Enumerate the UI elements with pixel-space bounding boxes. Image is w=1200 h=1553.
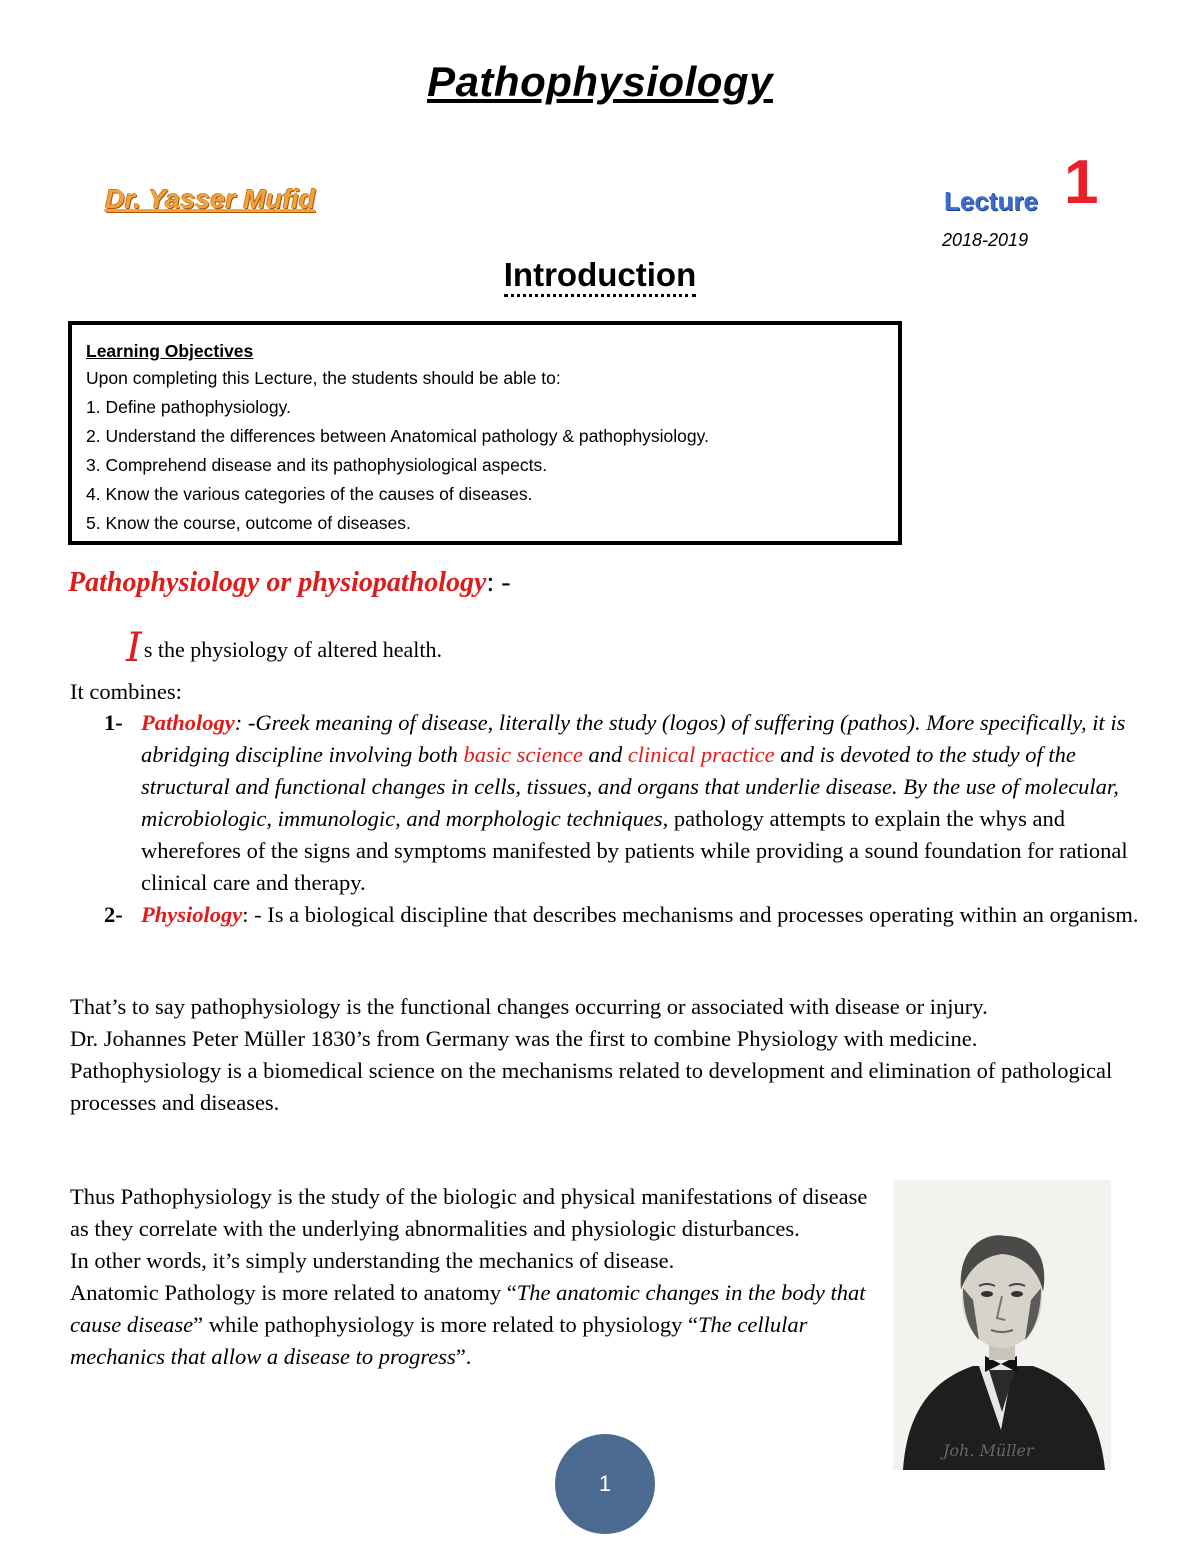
combines-intro: It combines: xyxy=(70,679,182,704)
list-text xyxy=(141,707,1144,899)
definition-heading-suffix: : - xyxy=(486,567,511,598)
paragraph-quote: The cellular mechanics that allow a disease to progress xyxy=(70,1312,808,1369)
academic-year: 2018-2019 xyxy=(942,230,1029,250)
combines-list xyxy=(104,707,1144,931)
basic-science-text: basic science xyxy=(463,742,583,767)
paragraph-text: Anatomic Pathology is more related to anatomy “ xyxy=(70,1280,517,1305)
paragraph xyxy=(70,1277,880,1373)
section-title xyxy=(0,256,1200,294)
term-pathology: Pathology xyxy=(141,710,235,735)
definition-line xyxy=(126,625,442,671)
list-number: 2- xyxy=(104,902,123,927)
list-item-physiology xyxy=(104,899,1144,931)
page-number-badge: 1 xyxy=(555,1434,655,1534)
author-name: Dr. Yasser Mufid xyxy=(105,184,316,214)
objective-item: 5. Know the course, outcome of diseases. xyxy=(86,513,411,533)
objectives-heading: Learning Objectives xyxy=(86,341,254,361)
dropcap-letter: I xyxy=(126,625,142,671)
physiology-text: : - Is a biological discipline that describes mechanisms and processes operating within an organism. xyxy=(242,902,1139,927)
paragraph-text: ”. xyxy=(455,1344,472,1369)
paragraph: Pathophysiology is a biomedical science on the mechanisms related to development and elimination of pathological processes and diseases. xyxy=(70,1058,1113,1115)
portrait-image xyxy=(893,1180,1111,1470)
pathology-text-a: : -Greek meaning of disease, literally the study (logos) of suffering (pathos). More specifically, it is abridging discipline involving both xyxy=(141,710,1126,767)
clinical-practice-text: clinical practice xyxy=(627,742,775,767)
document-title: Pathophysiology xyxy=(427,58,773,105)
paragraph-quote: The anatomic changes in the body that cause disease xyxy=(70,1280,866,1337)
definition-heading-text: Pathophysiology or physiopathology xyxy=(68,567,487,598)
pathology-text-c: and is devoted to the study of the structural and functional changes in cells, tissues, and organs that underlie disease. By the use of molecular, microbiologic, immunologic, and morphologic techniques, xyxy=(141,742,1119,831)
pathology-text-b: and xyxy=(582,742,628,767)
paragraph: That’s to say pathophysiology is the functional changes occurring or associated with disease or injury. xyxy=(70,994,988,1019)
learning-objectives-box xyxy=(68,321,902,545)
lecture-label: Lecture xyxy=(944,186,1038,216)
list-text xyxy=(141,899,1144,931)
objective-item: 2. Understand the differences between Anatomical pathology & pathophysiology. xyxy=(86,426,709,446)
definition-text: s the physiology of altered health. xyxy=(143,637,442,662)
portrait-signature: Joh. Müller xyxy=(943,1441,1034,1460)
paragraph-text: ” while pathophysiology is more related to physiology “ xyxy=(193,1312,699,1337)
portrait-engraving xyxy=(893,1180,1111,1470)
term-physiology: Physiology xyxy=(141,902,243,927)
definition-heading xyxy=(68,567,511,599)
objective-item: 4. Know the various categories of the causes of diseases. xyxy=(86,484,533,504)
paragraph: Thus Pathophysiology is the study of the biologic and physical manifestations of disease as they correlate with the underlying abnormalities and physiologic disturbances. xyxy=(70,1184,868,1241)
body-paragraphs xyxy=(70,991,1150,1119)
objectives-intro: Upon completing this Lecture, the students should be able to: xyxy=(86,368,561,388)
paragraph: In other words, it’s simply understanding the mechanics of disease. xyxy=(70,1248,675,1273)
list-number: 1- xyxy=(104,710,123,735)
objective-item: 3. Comprehend disease and its pathophysiological aspects. xyxy=(86,455,548,475)
list-item-pathology xyxy=(104,707,1144,899)
pathology-text-d: pathology attempts to explain the whys and wherefores of the signs and symptoms manifested by patients while providing a sound foundation for rational clinical care and therapy. xyxy=(141,806,1128,895)
lecture-number: 1 xyxy=(1064,148,1099,217)
section-title-text: Introduction xyxy=(504,256,696,297)
paragraph: Dr. Johannes Peter Müller 1830’s from Germany was the first to combine Physiology with medicine. xyxy=(70,1026,978,1051)
objective-item: 1. Define pathophysiology. xyxy=(86,397,291,417)
body-paragraphs-narrow xyxy=(70,1181,880,1373)
